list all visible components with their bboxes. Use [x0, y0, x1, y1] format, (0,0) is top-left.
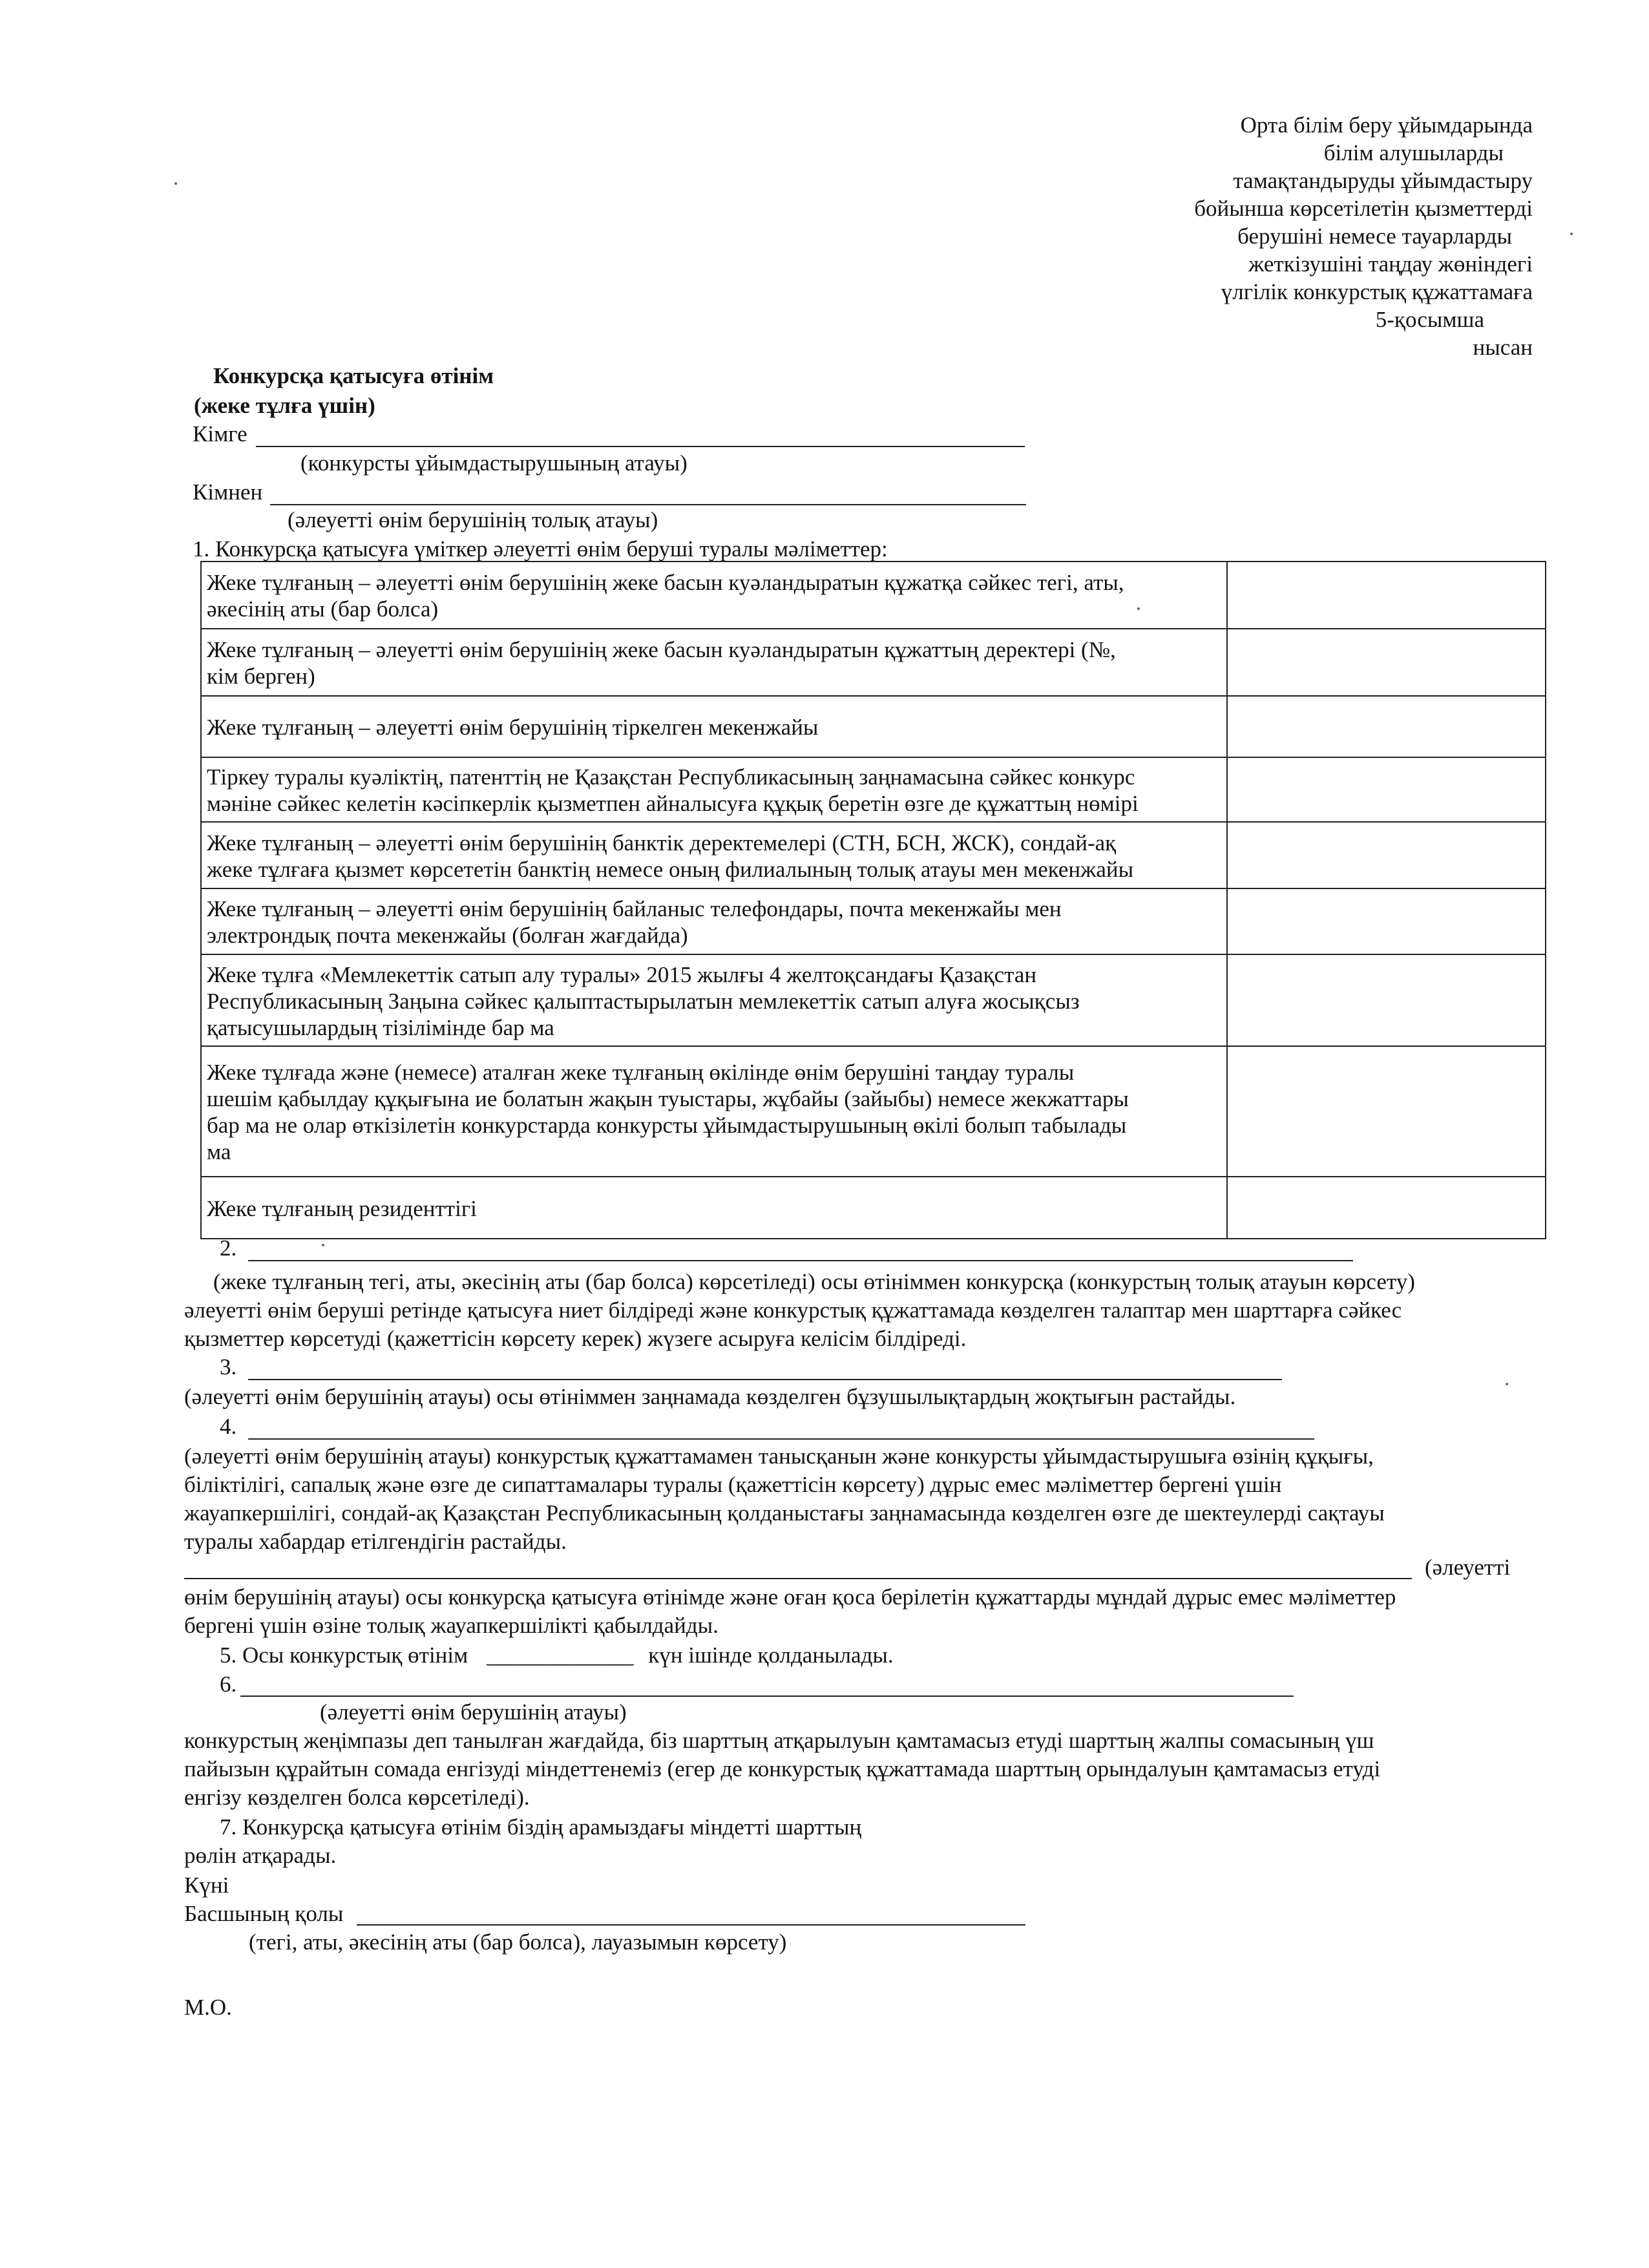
table-row	[201, 1046, 1546, 1177]
responsibility-line2: өнім берушінің атауы) осы конкурсқа қатысуға өтінімде және оған қоса берілетін құжаттарды мұндай дұрыс емес мәліметтер	[184, 1584, 1396, 1610]
table-row	[201, 696, 1546, 757]
scan-speck	[1506, 1383, 1508, 1385]
header-line: үлгілік конкурстық құжаттамаға	[1221, 279, 1533, 304]
item5-prefix: 5. Осы конкурстық өтінім	[220, 1643, 468, 1668]
item6-line1: конкурстың жеңімпазы деп танылған жағдайда, біз шарттың атқарылуын қамтамасыз етуді шарттың жалпы сомасының үш	[184, 1728, 1374, 1753]
item2-line2: әлеуетті өнім беруші ретінде қатысуға ниет білдіреді және конкурстық құжаттамада көзделген талаптар мен шарттарға сәйкес	[184, 1297, 1402, 1323]
table-row	[201, 757, 1546, 822]
item4-number: 4.	[220, 1414, 237, 1439]
signature-hint: (тегі, аты, әкесінің аты (бар болса), лауазымын көрсету)	[249, 1929, 787, 1955]
item3-line1: (әлеуетті өнім берушінің атауы) осы өтініммен заңнамада көзделген бұзушылықтардың жоқтығын растайды.	[184, 1384, 1236, 1409]
table-question: Жеке тұлғаның – әлеуетті өнім берушінің тіркелген мекенжайы	[201, 696, 1227, 757]
item6-line3: енгізу көзделген болса көрсетіледі).	[184, 1785, 530, 1810]
table-answer-cell[interactable]	[1227, 1177, 1546, 1239]
item5-suffix: күн ішінде қолданылады.	[648, 1643, 894, 1668]
item2-field[interactable]	[248, 1260, 1353, 1261]
table-question: Жеке тұлғаның – әлеуетті өнім берушінің байланыс телефондары, почта мекенжайы мен электрондық почта мекенжайы (болған жағдайда)	[201, 888, 1227, 954]
date-label: Күні	[184, 1873, 229, 1898]
from-hint: (әлеуетті өнім берушінің толық атауы)	[288, 507, 658, 532]
table-row	[201, 822, 1546, 888]
item4-line1: (әлеуетті өнім берушінің атауы) конкурстық құжаттамамен танысқанын және конкурсты ұйымдастырушыға өзінің құқығы,	[184, 1444, 1374, 1469]
from-field[interactable]	[270, 504, 1026, 505]
responsibility-field[interactable]	[184, 1578, 1412, 1579]
header-line: жеткізушіні таңдау жөніндегі	[1248, 251, 1533, 277]
signature-label: Басшының қолы	[184, 1901, 344, 1926]
table-answer-cell[interactable]	[1227, 629, 1546, 696]
form-title: Конкурсқа қатысуға өтінім	[213, 363, 494, 388]
table-row	[201, 629, 1546, 696]
responsibility-tail: (әлеуетті	[1425, 1555, 1511, 1580]
item4-line3: жауапкершілігі, сондай-ақ Қазақстан Республикасының қолданыстағы заңнамасында көзделген өзге де шектеулерді сақтауы	[184, 1500, 1385, 1526]
item4-line4: туралы хабардар етілгендігін растайды.	[184, 1529, 567, 1554]
table-row	[201, 954, 1546, 1046]
scan-speck	[322, 1244, 324, 1246]
header-line: тамақтандыруды ұйымдастыру	[1233, 168, 1533, 193]
responsibility-line3: бергені үшін өзіне толық жауапкершілікті қабылдайды.	[184, 1613, 719, 1638]
table-question: Жеке тұлғаның – әлеуетті өнім берушінің жеке басын куәландыратын құжаттың деректері (№, кім берген)	[201, 629, 1227, 696]
header-line: берушіні немесе тауарларды	[1237, 224, 1512, 249]
table-answer-cell[interactable]	[1227, 822, 1546, 888]
header-line: бойынша көрсетілетін қызметтерді	[1194, 196, 1533, 221]
header-line: Орта білім беру ұйымдарында	[1240, 112, 1533, 138]
signature-field[interactable]	[357, 1924, 1025, 1926]
item2-line1: (жеке тұлғаның тегі, аты, әкесінің аты (бар болса) көрсетіледі) осы өтініммен конкурсқа (конкурстың толық атауын көрсету)	[213, 1269, 1415, 1294]
table-question: Жеке тұлғаның – әлеуетті өнім берушінің банктік деректемелері (СТН, БСН, ЖСК), сондай-ақ жеке тұлғаға қызмет көрсететін банктің немесе оның филиалының толық атауы мен мекенжайы	[201, 822, 1227, 888]
table-question: Жеке тұлғада және (немесе) аталған жеке тұлғаның өкілінде өнім берушіні таңдау туралы шешім қабылдау құқығына ие болатын жақын туыстары, жұбайы (зайыбы) немесе жекжаттары бар ма не олар өткізілетін конкурстарда конкурсты ұйымдастырушының өкілі болып табылады ма	[201, 1046, 1227, 1177]
form-subtitle: (жеке тұлға үшін)	[194, 393, 375, 418]
table-row	[201, 562, 1546, 629]
scan-speck	[1570, 233, 1573, 235]
to-label: Кімге	[193, 421, 247, 446]
to-hint: (конкурсты ұйымдастырушының атауы)	[300, 450, 688, 476]
table-answer-cell[interactable]	[1227, 757, 1546, 822]
scan-speck	[174, 182, 177, 185]
table-row	[201, 1177, 1546, 1239]
scan-speck	[1137, 607, 1140, 610]
item4-line2: біліктілігі, сапалық және өзге де сипаттамалары туралы (қажеттісін көрсету) дұрыс емес мәліметтер бергені үшін	[184, 1472, 1282, 1497]
item2-number: 2.	[220, 1235, 237, 1261]
table-answer-cell[interactable]	[1227, 1046, 1546, 1177]
item6-number: 6.	[220, 1672, 237, 1697]
table-answer-cell[interactable]	[1227, 888, 1546, 954]
table-answer-cell[interactable]	[1227, 954, 1546, 1046]
item3-field[interactable]	[248, 1379, 1282, 1380]
table-row	[201, 888, 1546, 954]
table-question: Жеке тұлғаның резиденттігі	[201, 1177, 1227, 1239]
section1-title: 1. Конкурсқа қатысуға үміткер әлеуетті өнім беруші туралы мәліметтер:	[193, 536, 888, 562]
item7-line2: рөлін атқарады.	[184, 1843, 337, 1868]
item7-line1: 7. Конкурсқа қатысуға өтінім біздің арамыздағы міндетті шарттың	[220, 1814, 862, 1840]
table-answer-cell[interactable]	[1227, 562, 1546, 629]
stamp-label: М.О.	[184, 1995, 232, 2020]
item5-days-field[interactable]: _____________	[487, 1643, 634, 1668]
item4-field[interactable]	[248, 1438, 1314, 1440]
header-line: 5-қосымша	[1375, 307, 1484, 332]
header-line: білім алушыларды	[1323, 140, 1504, 165]
item3-number: 3.	[220, 1354, 237, 1380]
table-question: Жеке тұлға «Мемлекеттік сатып алу туралы» 2015 жылғы 4 желтоқсандағы Қазақстан Республикасының Заңына сәйкес қалыптастырылатын мемлекеттік сатып алуға жосықсыз қатысушылардың тізілімінде бар ма	[201, 954, 1227, 1046]
table-question: Тіркеу туралы куәліктің, патенттің не Қазақстан Республикасының заңнамасына сәйкес конкурс мәніне сәйкес келетін кәсіпкерлік қызметпен айналысуға құқық беретін өзге де құжаттың нөмірі	[201, 757, 1227, 822]
item2-line3: қызметтер көрсетуді (қажеттісін көрсету керек) жүзеге асыруға келісім білдіреді.	[184, 1326, 967, 1351]
form-header-block	[1073, 111, 1533, 361]
to-field[interactable]	[256, 446, 1025, 447]
table-question: Жеке тұлғаның – әлеуетті өнім берушінің жеке басын куәландыратын құжатқа сәйкес тегі, аты, әкесінің аты (бар болса)	[201, 562, 1227, 629]
applicant-info-table	[200, 561, 1546, 1239]
item6-field[interactable]	[240, 1696, 1294, 1697]
table-answer-cell[interactable]	[1227, 696, 1546, 757]
header-line: нысан	[1473, 335, 1533, 360]
from-label: Кімнен	[193, 479, 263, 505]
item5-line	[220, 1641, 894, 1669]
item6-hint: (әлеуетті өнім берушінің атауы)	[320, 1699, 627, 1725]
item6-line2: пайызын құрайтын сомада енгізуді міндеттенеміз (егер де конкурстық құжаттамада шарттың орындалуын қамтамасыз етуді	[184, 1756, 1381, 1781]
